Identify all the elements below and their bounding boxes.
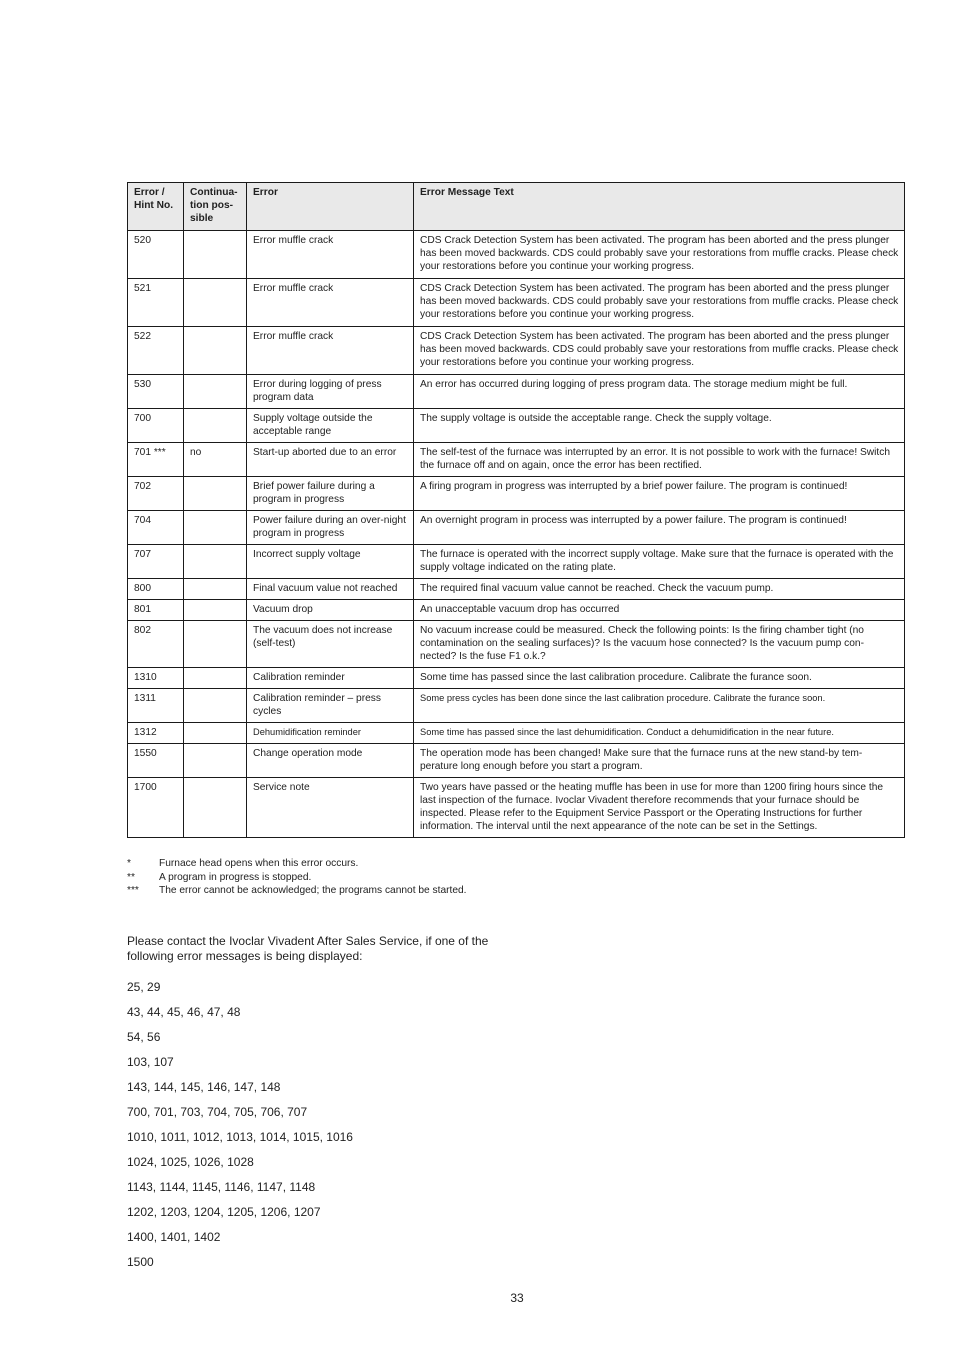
table-header-row [128,183,905,231]
cell-error: Dehumidification reminder [247,723,414,744]
cell-message: The self-test of the furnace was interrupted by an error. It is not possible to work with the furnace! Switch the furnace off and on again, once the error has been rectified. [414,443,905,477]
cell-message: CDS Crack Detection System has been activated. The program has been aborted and the press plunger has been moved backwards. CDS could probably save your restorations from muffle cracks. Please check your restorations before you continue your working progress. [414,279,905,327]
cell-error: Calibration reminder – press cycles [247,689,414,723]
cell-message: The furnace is operated with the incorrect supply voltage. Make sure that the furnace is operated with the supply voltage indicated on the rating plate. [414,545,905,579]
list-item: 25, 29 [127,980,161,994]
cell-error: Calibration reminder [247,668,414,689]
list-item: 700, 701, 703, 704, 705, 706, 707 [127,1105,308,1119]
table-row [128,511,905,545]
footnote [127,884,467,898]
cell-error: The vacuum does not increase (self-test) [247,621,414,668]
cell-cont [184,409,247,443]
list-item: 43, 44, 45, 46, 47, 48 [127,1005,241,1019]
footnotes [127,857,467,898]
cell-error: Error during logging of press program data [247,375,414,409]
cell-cont [184,668,247,689]
cell-error: Brief power failure during a program in progress [247,477,414,511]
error-code-list [127,980,353,1280]
table-row [128,443,905,477]
table-row [128,621,905,668]
table-row [128,778,905,838]
cell-no: 1310 [128,668,184,689]
list-item: 103, 107 [127,1055,174,1069]
cell-no: 802 [128,621,184,668]
list-item: 1143, 1144, 1145, 1146, 1147, 1148 [127,1180,316,1194]
cell-no: 707 [128,545,184,579]
cell-message: Some time has passed since the last dehumidification. Conduct a dehumidification in the near future. [414,723,905,744]
cell-cont [184,545,247,579]
cell-no: 800 [128,579,184,600]
header-message: Error Message Text [414,183,905,231]
cell-error: Error muffle crack [247,279,414,327]
cell-error: Supply voltage outside the acceptable range [247,409,414,443]
table-row [128,689,905,723]
footnote-mark: *** [127,885,139,896]
cell-cont: no [184,443,247,477]
table-row [128,375,905,409]
cell-message: Two years have passed or the heating muffle has been in use for more than 1200 firing hours since the last inspection of the furnace. Ivoclar Vivadent therefore recommends that your furnace should be inspected. Please refer to the Equipment Service Passport or the Operating Instructions for further information. The interval until the next appearance of the note can be set in the Settings. [414,778,905,838]
table-row [128,545,905,579]
table-row [128,579,905,600]
cell-error: Error muffle crack [247,231,414,279]
table-row [128,668,905,689]
list-item: 1400, 1401, 1402 [127,1230,221,1244]
header-error-no: Error / Hint No. [128,183,184,231]
header-error: Error [247,183,414,231]
page-number: 33 [510,1291,524,1305]
table-row [128,723,905,744]
cell-message: An error has occurred during logging of press program data. The storage medium might be full. [414,375,905,409]
table-row [128,600,905,621]
contact-text: Please contact the Ivoclar Vivadent After Sales Service, if one of the following error messages is being displayed: [127,934,489,963]
cell-cont [184,477,247,511]
list-item: 54, 56 [127,1030,161,1044]
cell-error: Change operation mode [247,744,414,778]
cell-cont [184,511,247,545]
cell-no: 520 [128,231,184,279]
table-row [128,279,905,327]
cell-cont [184,279,247,327]
footnote [127,857,467,871]
cell-error: Power failure during an over-night program in progress [247,511,414,545]
cell-message: No vacuum increase could be measured. Check the following points: Is the firing chamber tight (no contamination on the sealing surfaces)? Is the vacuum hose connected? Is the vacuum pump con-nected? Is the fuse F1 o.k.? [414,621,905,668]
cell-message: Some time has passed since the last calibration procedure. Calibrate the furance soon. [414,668,905,689]
table-row [128,231,905,279]
cell-message: Some press cycles has been done since the last calibration procedure. Calibrate the furance soon. [414,689,905,723]
error-table [127,182,905,838]
cell-error: Incorrect supply voltage [247,545,414,579]
cell-error: Vacuum drop [247,600,414,621]
cell-cont [184,375,247,409]
cell-error: Start-up aborted due to an error [247,443,414,477]
list-item: 1010, 1011, 1012, 1013, 1014, 1015, 1016 [127,1130,353,1144]
header-continuation: Continua-tion pos-sible [184,183,247,231]
cell-no: 522 [128,327,184,375]
cell-message: An overnight program in process was interrupted by a power failure. The program is continued! [414,511,905,545]
cell-no: 702 [128,477,184,511]
cell-cont [184,689,247,723]
footnote [127,871,467,885]
cell-cont [184,744,247,778]
cell-no: 1311 [128,689,184,723]
table-row [128,327,905,375]
cell-message: An unacceptable vacuum drop has occurred [414,600,905,621]
cell-no: 1312 [128,723,184,744]
cell-no: 1550 [128,744,184,778]
cell-message: CDS Crack Detection System has been activated. The program has been aborted and the press plunger has been moved backwards. CDS could probably save your restorations from muffle cracks. Please check your restorations before you continue your working progress. [414,327,905,375]
cell-error: Final vacuum value not reached [247,579,414,600]
cell-error: Service note [247,778,414,838]
cell-message: The supply voltage is outside the acceptable range. Check the supply voltage. [414,409,905,443]
cell-message: The required final vacuum value cannot be reached. Check the vacuum pump. [414,579,905,600]
cell-no: 700 [128,409,184,443]
footnote-text: A program in progress is stopped. [159,871,312,883]
cell-cont [184,621,247,668]
cell-message: A firing program in progress was interrupted by a brief power failure. The program is continued! [414,477,905,511]
footnote-text: The error cannot be acknowledged; the programs cannot be started. [159,885,467,896]
cell-no: 704 [128,511,184,545]
cell-no: 1700 [128,778,184,838]
cell-cont [184,231,247,279]
footnote-mark: * [127,858,131,869]
table-row [128,409,905,443]
cell-no: 530 [128,375,184,409]
footnote-text: Furnace head opens when this error occurs. [159,858,359,869]
cell-no: 701 *** [128,443,184,477]
list-item: 143, 144, 145, 146, 147, 148 [127,1080,281,1094]
cell-cont [184,327,247,375]
list-item: 1202, 1203, 1204, 1205, 1206, 1207 [127,1205,321,1219]
footnote-mark: ** [127,871,135,883]
table-row [128,744,905,778]
cell-cont [184,723,247,744]
cell-message: The operation mode has been changed! Make sure that the furnace runs at the new stand-by tem-perature long enough before you start a program. [414,744,905,778]
cell-cont [184,600,247,621]
cell-cont [184,778,247,838]
cell-message: CDS Crack Detection System has been activated. The program has been aborted and the press plunger has been moved backwards. CDS could probably save your restorations from muffle cracks. Please check your restorations before you continue your working progress. [414,231,905,279]
cell-cont [184,579,247,600]
list-item: 1500 [127,1255,154,1269]
cell-no: 801 [128,600,184,621]
cell-error: Error muffle crack [247,327,414,375]
list-item: 1024, 1025, 1026, 1028 [127,1155,254,1169]
cell-no: 521 [128,279,184,327]
table-row [128,477,905,511]
